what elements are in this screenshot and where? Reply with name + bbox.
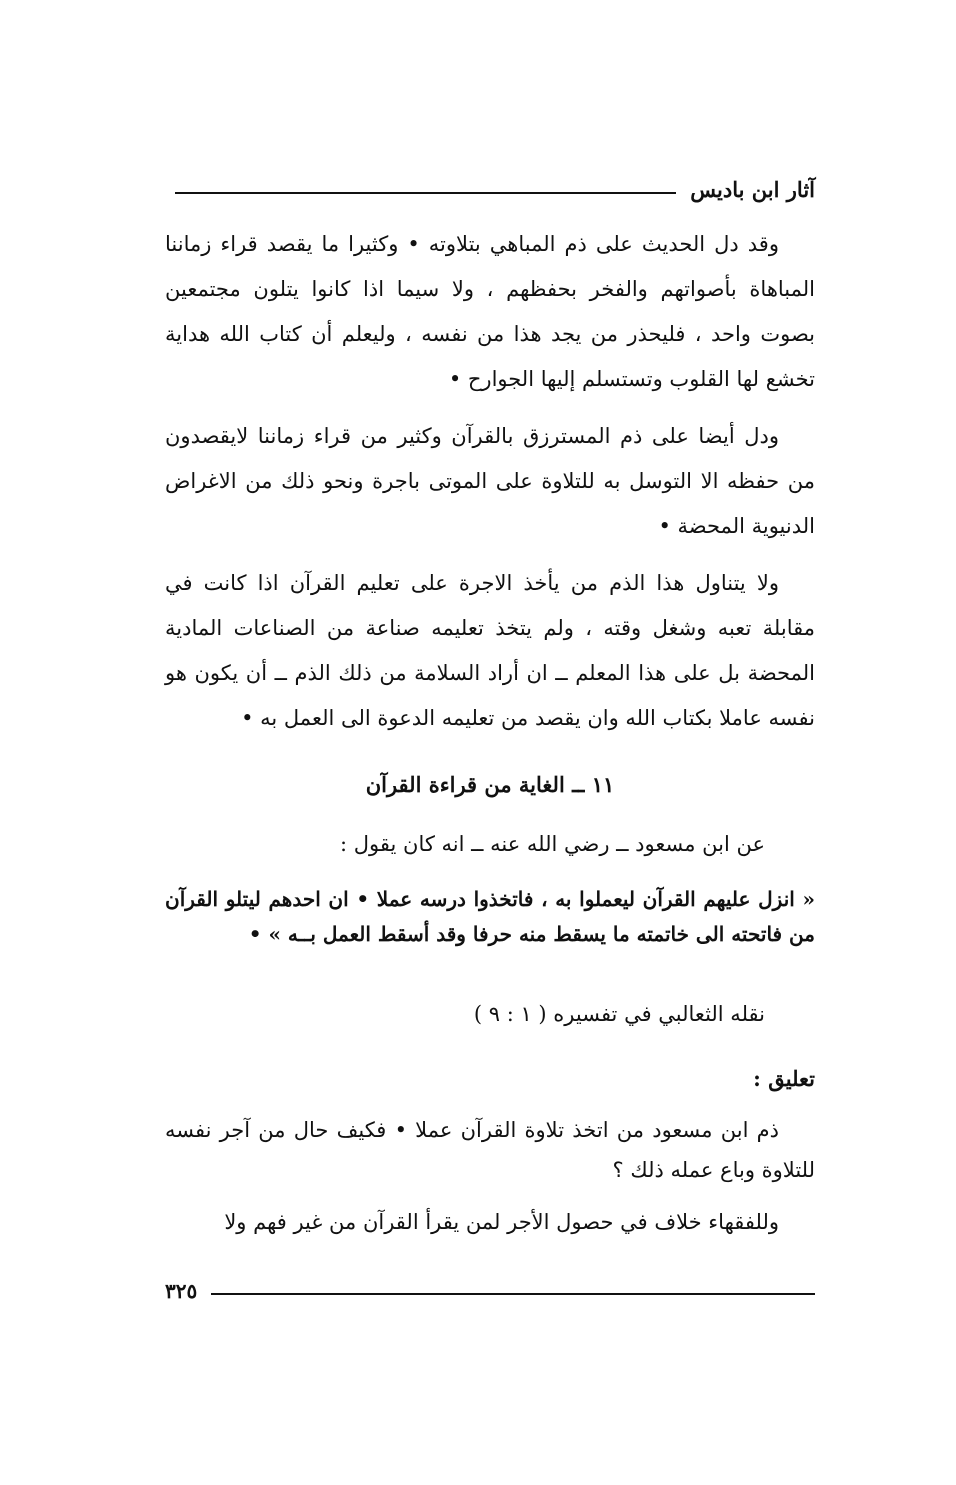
comment-text [165, 1110, 815, 1254]
quotation: « انزل عليهم القرآن ليعملوا به ، فاتخذوا درسه عملا • ان احدهم ليتلو القرآن من فاتحته الى خاتمته ما يسقط منه حرفا وقد أسقط العمل بــه » • [165, 887, 815, 946]
quote-source: نقله الثعالبي في تفسيره ( ١ : ٩ ) [473, 1002, 765, 1026]
paragraph-1: وقد دل الحديث على ذم المباهي بتلاوته • وكثيرا ما يقصد قراء زماننا المباهاة بأصواتهم والفخر بحفظهم ، ولا سيما اذا كانوا يتلون مجتمعين بصوت واحد ، فليحذر من يجد هذا من نفسه ، وليعلم أن كتاب الله هداية تخشع لها القلوب وتستسلم إليها الجوارح • [165, 232, 815, 391]
footer-rule [211, 1293, 815, 1295]
header-rule [175, 192, 676, 194]
page-footer [165, 1276, 815, 1306]
body-text [165, 222, 815, 753]
page-number: ٣٢٥ [165, 1279, 198, 1303]
paragraph-3: ولا يتناول هذا الذم من يأخذ الاجرة على تعليم القرآن اذا كانت في مقابلة تعبه وشغل وقته ، ولم يتخذ تعليمه صناعة من الصناعات المادية المحضة بل على هذا المعلم ــ ان أراد السلامة من ذلك الذم ــ أن يكون هو نفسه عاملا بكتاب الله وان يقصد من تعليمه الدعوة الى العمل به • [165, 571, 815, 730]
comment-paragraph-1: ذم ابن مسعود من اتخذ تلاوة القرآن عملا • فكيف حال من آجر نفسه للتلاوة وباع عمله ذلك ؟ [165, 1118, 815, 1182]
paragraph-2: ودل أيضا على ذم المسترزق بالقرآن وكثير من قراء زماننا لايقصدون من حفظه الا التوسل به للتلاوة على الموتى باجرة ونحو ذلك من الاغراض الدنيوية المحضة • [165, 424, 815, 538]
quote-intro: عن ابن مسعود ــ رضي الله عنه ــ انه كان يقول : [340, 832, 765, 856]
comment-label: تعليق : [753, 1066, 815, 1091]
running-header [175, 162, 815, 202]
section-title: ١١ ــ الغاية من قراءة القرآن [365, 772, 615, 797]
header-title: آثار ابن باديس [690, 177, 815, 202]
comment-paragraph-2: وللفقهاء خلاف في حصول الأجر لمن يقرأ القرآن من غير فهم ولا [224, 1210, 779, 1234]
